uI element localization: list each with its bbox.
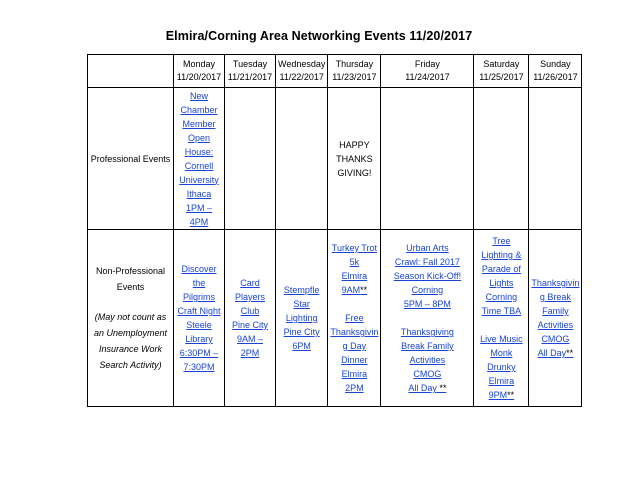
text-line: Insurance Work [98, 344, 163, 354]
text-line: CMOG [541, 334, 570, 344]
text-line: Crawl: Fall 2017 [394, 257, 460, 267]
events-table [87, 54, 582, 407]
text-line: HAPPY [339, 139, 370, 150]
header-row [88, 55, 582, 88]
cell-professional-monday [174, 88, 225, 230]
text-line: Steele [186, 320, 212, 330]
sunday-break-activities-link[interactable]: Thanksgivin g Break Family Activities CMOG All Day** [531, 278, 580, 358]
cell-professional-saturday [474, 88, 529, 230]
cmog-text [383, 325, 471, 381]
text-line: Family [542, 306, 569, 316]
tree-lighting-parade-link[interactable] [476, 234, 526, 318]
cell-professional-wednesday [276, 88, 328, 230]
text-line: Club [240, 306, 260, 316]
text-line: 1PM – 4PM [185, 202, 212, 227]
text-line: Stempfle [283, 285, 320, 295]
text-line: Cornell [184, 160, 214, 171]
row-label-note [90, 309, 171, 373]
day-header-thursday: Thursday 11/23/2017 [328, 55, 381, 88]
text-line: Pine City [283, 327, 320, 337]
text-line: Lights [489, 278, 514, 288]
text-line: Library [185, 334, 213, 344]
day-header-tuesday: Tuesday 11/21/2017 [225, 55, 276, 88]
text-line: Lighting & [481, 250, 522, 260]
happy-thanksgiving-text [330, 138, 378, 180]
text-line: Free [345, 313, 364, 323]
text-line: Monk [490, 348, 513, 358]
text-line: Elmira [341, 369, 368, 379]
text-line: CMOG [413, 369, 442, 379]
text-line: GIVING! [337, 167, 372, 178]
row-label-text [90, 263, 171, 295]
text-line: Season Kick-Off! [393, 271, 462, 281]
thanksgiving-dinner-link[interactable] [330, 311, 378, 395]
cell-professional-thursday [328, 88, 381, 230]
text-line: Card [240, 278, 260, 288]
non-professional-events-row [88, 230, 582, 407]
text-line: 6PM [292, 341, 311, 351]
text-line: 2PM [345, 383, 364, 393]
text-line: the Pilgrims [182, 278, 215, 302]
day-header-sunday: Sunday 11/26/2017 [529, 55, 582, 88]
text-line: 5PM – 8PM [403, 299, 451, 309]
cell-nonprof-thursday [328, 230, 381, 407]
text-line: 5k [349, 257, 360, 267]
turkey-trot-text [330, 241, 378, 283]
text-line: Pine City [231, 320, 268, 330]
text-line: an Unemployment [93, 328, 168, 338]
text-line: Urban Arts [406, 243, 449, 253]
turkey-trot-link[interactable]: Turkey Trot 5k Elmira 9AM** [331, 243, 377, 295]
text-line: Craft Night [177, 306, 221, 316]
card-players-club-link[interactable] [227, 276, 273, 360]
text-line: Break Family [401, 341, 454, 351]
text-line: THANKS [336, 153, 373, 164]
cmog-break-activities-link[interactable]: Thanksgiving Break Family Activities CMOG All Day ** [383, 325, 471, 395]
text-line: g Day [342, 341, 367, 351]
day-header-saturday: Saturday 11/25/2017 [474, 55, 529, 88]
pilgrims-craft-night-link[interactable] [176, 262, 222, 374]
text-line: Dinner [341, 355, 368, 365]
text-line: Ithaca [186, 188, 212, 199]
text-line: New [189, 90, 208, 101]
cell-nonprof-saturday [474, 230, 529, 407]
text-line: Thanksgivin [330, 327, 379, 337]
text-line: (May not count as [94, 312, 167, 322]
cell-nonprof-sunday [529, 230, 582, 407]
text-line: Chamber [180, 104, 218, 115]
text-line: Players [234, 292, 265, 302]
text-line: 9AM – 2PM [236, 334, 263, 358]
star-lighting-link[interactable] [278, 283, 325, 353]
text-line: Thanksgivin [531, 278, 580, 288]
sunday-text [531, 276, 579, 346]
text-line: Corning [485, 292, 518, 302]
cell-professional-tuesday [225, 88, 276, 230]
row-label-professional: Professional Events [88, 88, 174, 230]
text-line: Elmira [341, 271, 368, 281]
text-line: Non-Professional [95, 266, 166, 276]
text-line: House: [184, 146, 214, 157]
day-header-wednesday: Wednesday 11/22/2017 [276, 55, 328, 88]
cell-professional-sunday [529, 88, 582, 230]
day-header-monday: Monday 11/20/2017 [174, 55, 225, 88]
cell-nonprof-monday [174, 230, 225, 407]
text-line: Activities [537, 320, 574, 330]
text-line: Member [182, 118, 216, 129]
text-line: g Break [539, 292, 571, 302]
text-line: Corning [411, 285, 444, 295]
cell-professional-friday [381, 88, 474, 230]
text-line: Turkey Trot [331, 243, 377, 253]
text-line: Events [116, 282, 145, 292]
text-line: Star Lighting [285, 299, 318, 323]
text-line: 7:30PM [183, 362, 215, 372]
text-line: University [179, 174, 219, 185]
text-line: Search Activity) [99, 360, 162, 370]
page-title: Elmira/Corning Area Networking Events 11/20/2017 [165, 29, 473, 43]
text-line: Parade of [481, 264, 521, 274]
chamber-open-house-link[interactable] [176, 89, 222, 229]
text-line: 6:30PM – [179, 348, 219, 358]
text-line: Time TBA [481, 306, 522, 316]
row-label-non-professional [88, 230, 174, 407]
urban-arts-crawl-link[interactable] [383, 241, 471, 311]
text-line: Live Music [480, 334, 523, 344]
text-line: Tree [492, 236, 511, 246]
text-line: Drunky [487, 362, 516, 372]
day-header-friday: Friday 11/24/2017 [381, 55, 474, 88]
cell-nonprof-friday [381, 230, 474, 407]
professional-events-row [88, 88, 582, 230]
cell-nonprof-tuesday [225, 230, 276, 407]
cell-nonprof-wednesday [276, 230, 328, 407]
text-line: Thanksgiving [400, 327, 454, 337]
text-line: Elmira [488, 376, 515, 386]
live-music-link[interactable]: Live Music Monk Drunky Elmira 9PM** [476, 332, 526, 402]
live-music-text [476, 332, 526, 388]
text-line: Activities [409, 355, 446, 365]
corner-cell [88, 55, 174, 88]
text-line: Discover [181, 264, 217, 274]
text-line: Open [187, 132, 211, 143]
